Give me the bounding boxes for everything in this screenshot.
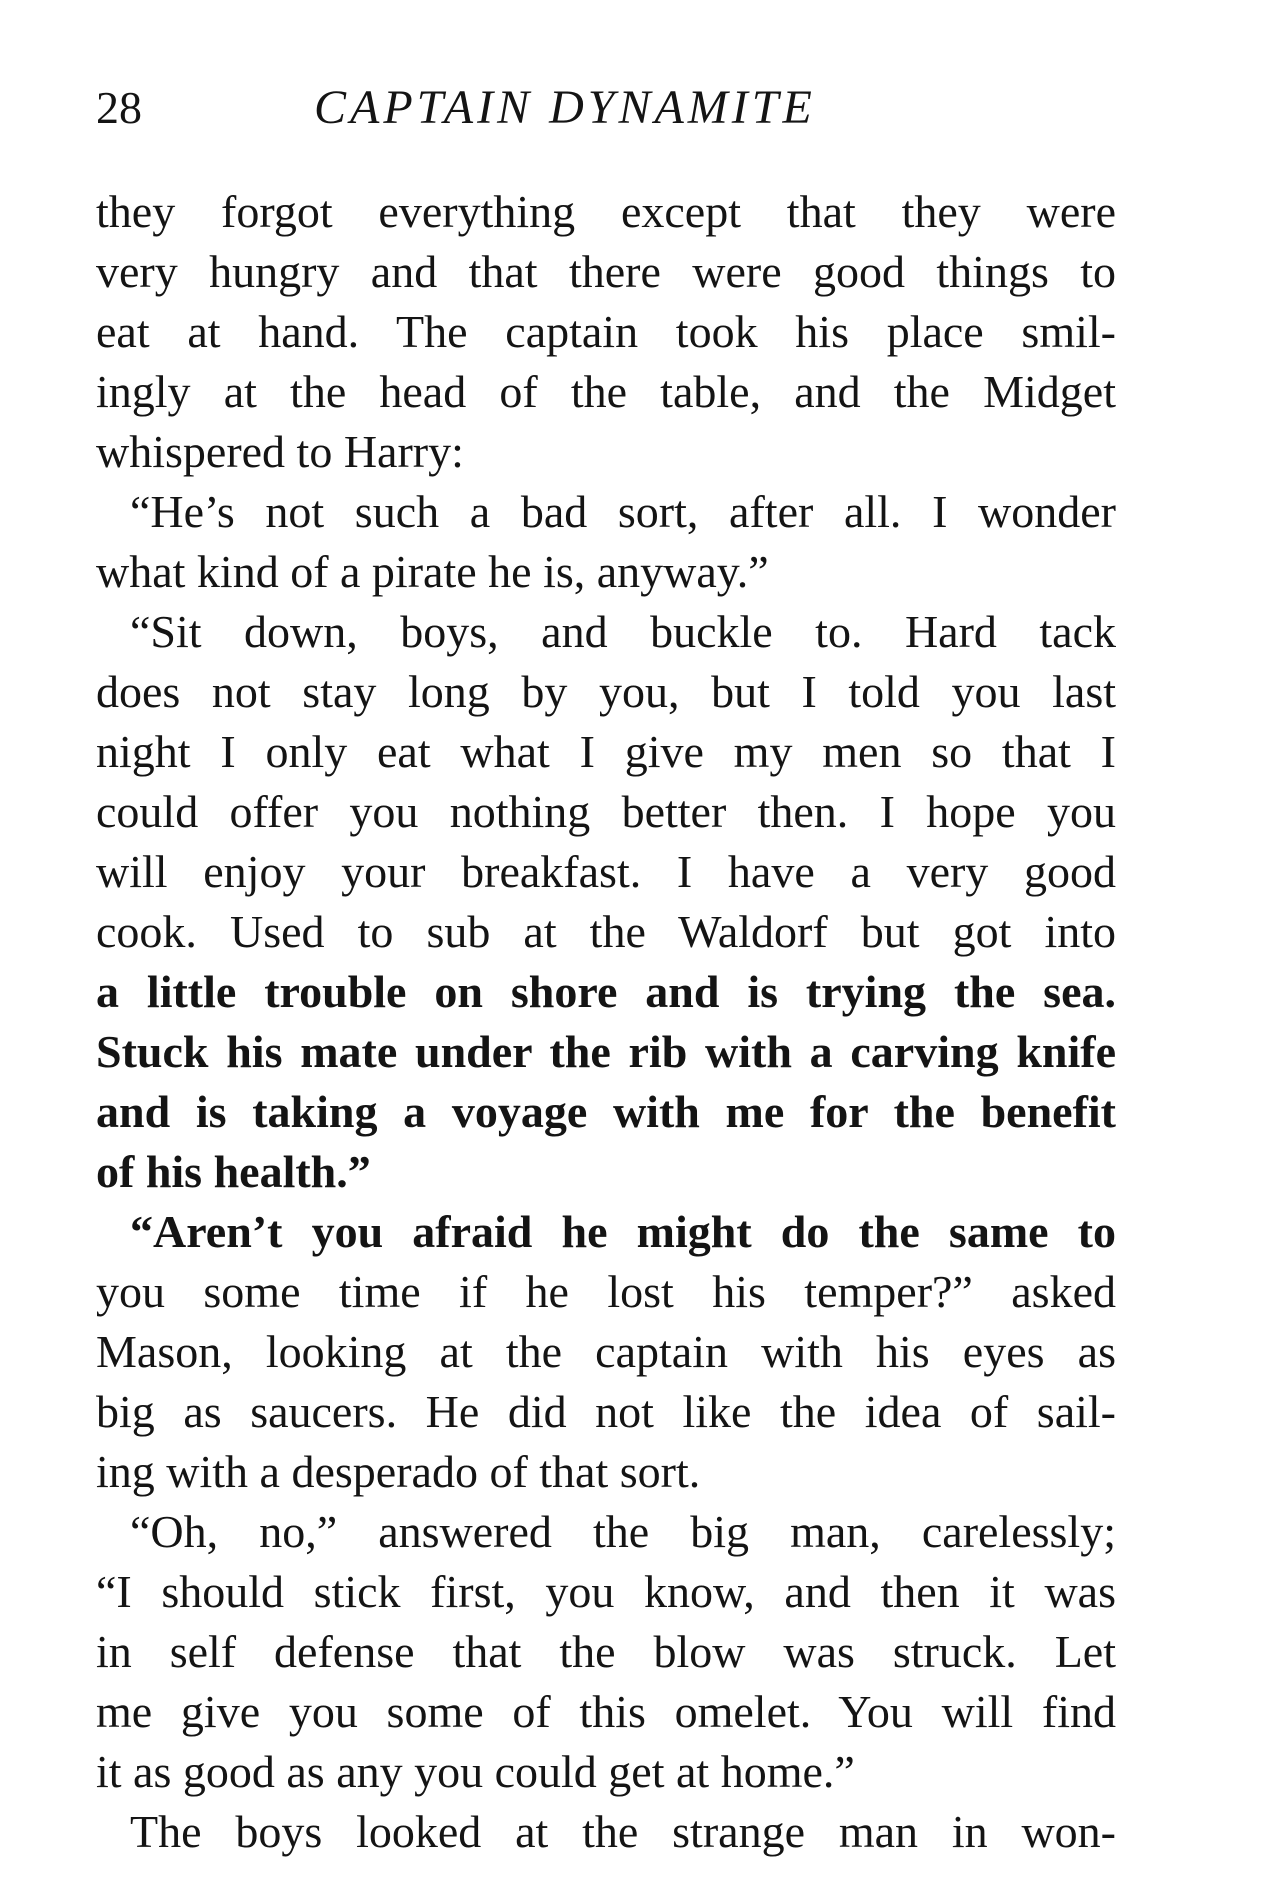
text-line: Mason, looking at the captain with his eyes as (96, 1326, 1116, 1377)
text-line: whispered to Harry: (96, 426, 464, 477)
text-line: ing with a desperado of that sort. (96, 1446, 701, 1497)
text-line: “Aren’t you afraid he might do the same to (130, 1206, 1116, 1257)
text-line: ingly at the head of the table, and the Midget (96, 366, 1116, 417)
text-line: could offer you nothing better then. I hope you (96, 786, 1116, 837)
text-line: eat at hand. The captain took his place smil- (96, 306, 1116, 357)
text-line: “Sit down, boys, and buckle to. Hard tack (130, 606, 1116, 657)
text-line: you some time if he lost his temper?” asked (96, 1266, 1116, 1317)
text-line: it as good as any you could get at home.” (96, 1746, 855, 1797)
text-line: me give you some of this omelet. You will find (96, 1686, 1116, 1737)
running-title: CAPTAIN DYNAMITE (314, 81, 816, 134)
text-line: of his health.” (96, 1146, 371, 1197)
text-line: does not stay long by you, but I told you last (96, 666, 1116, 717)
text-line: “Oh, no,” answered the big man, carelessly; (130, 1506, 1116, 1557)
body-text (96, 182, 1116, 1862)
text-line: “I should stick first, you know, and then it was (96, 1566, 1116, 1617)
text-line: “He’s not such a bad sort, after all. I wonder (130, 486, 1116, 537)
text-line: Stuck his mate under the rib with a carving knife (96, 1026, 1116, 1077)
text-line: cook. Used to sub at the Waldorf but got into (96, 906, 1116, 957)
text-line: night I only eat what I give my men so that I (96, 726, 1116, 777)
page-header (96, 78, 1116, 138)
text-line: they forgot everything except that they were (96, 186, 1116, 237)
text-line: a little trouble on shore and is trying the sea. (96, 966, 1116, 1017)
text-line: in self defense that the blow was struck. Let (96, 1626, 1116, 1677)
page-number: 28 (96, 82, 142, 133)
text-line: big as saucers. He did not like the idea of sail- (96, 1386, 1116, 1437)
text-line: what kind of a pirate he is, anyway.” (96, 546, 769, 597)
text-line: very hungry and that there were good things to (96, 246, 1116, 297)
text-line: The boys looked at the strange man in won- (130, 1806, 1116, 1857)
text-line: will enjoy your breakfast. I have a very good (96, 846, 1116, 897)
text-line: and is taking a voyage with me for the benefit (96, 1086, 1116, 1137)
